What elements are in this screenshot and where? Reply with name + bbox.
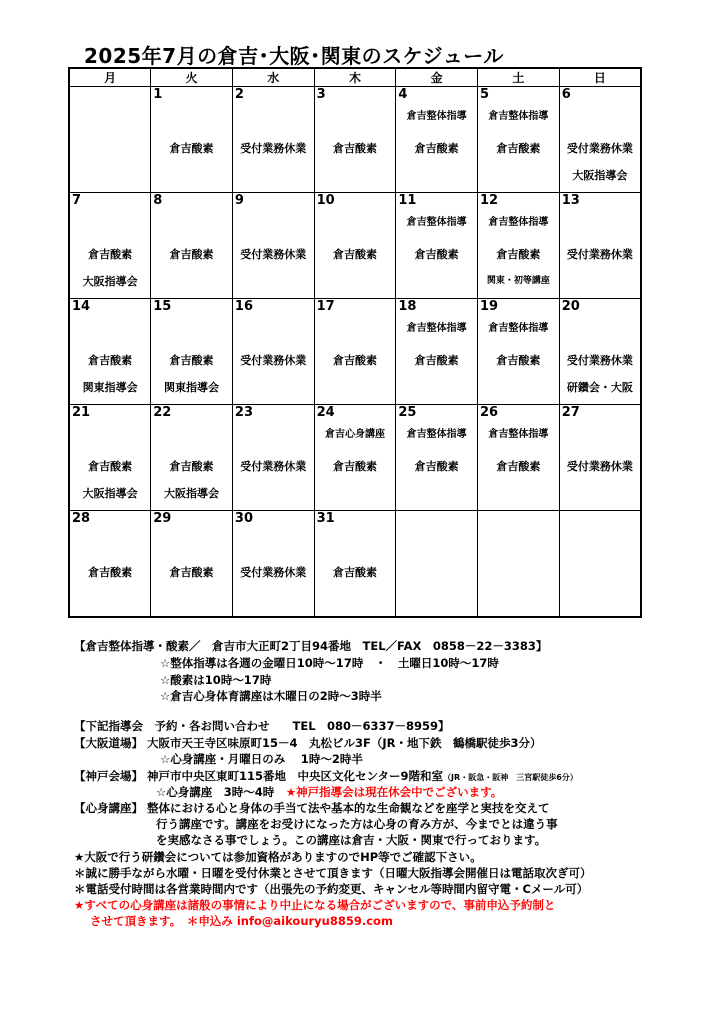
- calendar-day-cell: [396, 87, 478, 193]
- calendar-day-cell: [69, 193, 151, 299]
- event-line-1: 倉吉整体指導: [488, 323, 549, 334]
- calendar-day-cell: [151, 87, 233, 193]
- day-number: 10: [316, 193, 335, 208]
- day-number: 8: [153, 193, 163, 208]
- event-line-2: 受付業務休業: [240, 248, 307, 261]
- calendar-week-row: [69, 87, 641, 193]
- calendar-week-row: [69, 193, 641, 299]
- calendar-day-cell: [232, 299, 314, 405]
- kobe-address: 【神戸会場】 神戸市中央区東町115番地 中央区文化センター9階和室: [74, 769, 444, 783]
- day-number: 27: [561, 405, 580, 420]
- day-number: 14: [72, 299, 91, 314]
- day-number: 4: [398, 87, 408, 102]
- weekday-fri: 金: [396, 68, 478, 87]
- calendar-day-cell: [69, 299, 151, 405]
- event-line-3: 大阪指導会: [164, 487, 220, 500]
- day-number: 17: [316, 299, 335, 314]
- calendar-day-cell: [232, 405, 314, 511]
- day-number: 5: [480, 87, 490, 102]
- event-line-2: 倉吉酸素: [169, 142, 214, 155]
- weekday-header-row: [69, 68, 641, 87]
- calendar-day-cell: [478, 405, 560, 511]
- event-line-3: 研鑽会・大阪: [566, 381, 633, 394]
- calendar-day-cell: [232, 511, 314, 618]
- weekday-sat: 土: [478, 68, 560, 87]
- calendar-week-row: [69, 405, 641, 511]
- event-line-2: 倉吉酸素: [169, 248, 214, 261]
- calendar-day-cell: [478, 299, 560, 405]
- calendar-day-cell: [69, 405, 151, 511]
- event-line-2: 受付業務休業: [240, 142, 307, 155]
- calendar-day-cell: [559, 405, 641, 511]
- weekday-mon: 月: [69, 68, 151, 87]
- calendar-day-cell: [478, 87, 560, 193]
- event-line-2: 倉吉酸素: [332, 566, 377, 579]
- note-3: ＊電話受付時間は各営業時間内です（出張先の予約変更、キャンセル等時間内留守電・Cメール可）: [74, 882, 589, 896]
- event-line-2: 倉吉酸素: [169, 460, 214, 473]
- day-number: 31: [316, 511, 335, 526]
- kurayoshi-line-1: ☆整体指導は各週の金曜日10時～17時 ・ 土曜日10時～17時: [160, 656, 499, 670]
- day-number: 21: [72, 405, 91, 420]
- event-line-1: 倉吉整体指導: [406, 217, 467, 228]
- kobe-venue: [74, 768, 578, 784]
- event-line-3: 大阪指導会: [82, 487, 138, 500]
- day-number: 19: [480, 299, 499, 314]
- event-line-2: 倉吉酸素: [414, 142, 459, 155]
- day-number: 7: [72, 193, 82, 208]
- calendar-day-cell: [396, 193, 478, 299]
- event-line-2: 倉吉酸素: [332, 354, 377, 367]
- event-line-2: 倉吉酸素: [332, 142, 377, 155]
- weekday-tue: 火: [151, 68, 233, 87]
- calendar-day-cell: [151, 511, 233, 618]
- event-line-2: 倉吉酸素: [414, 354, 459, 367]
- note-4: ★すべての心身講座は諸般の事情により中止になる場合がございますので、事前申込予約制と: [74, 898, 556, 912]
- day-number: 16: [234, 299, 253, 314]
- note-2: ＊誠に勝手ながら水曜・日曜を受付休業とさせて頂きます（日曜大阪指導会開催日は電話取次ぎ可）: [74, 866, 592, 880]
- shinshin-line-1: 【心身講座】 整体における心と身体の手当て法や基本的な生命観などを座学と実技を交えて: [74, 801, 550, 815]
- event-line-1: 倉吉整体指導: [488, 429, 549, 440]
- event-line-2: 倉吉酸素: [496, 460, 541, 473]
- event-line-3: 関東指導会: [164, 381, 220, 394]
- day-number: 3: [316, 87, 326, 102]
- page-title: 2025年7月の倉吉･大阪･関東のスケジュール: [84, 44, 504, 68]
- weekday-sun: 日: [559, 68, 641, 87]
- event-line-2: 倉吉酸素: [496, 248, 541, 261]
- day-number: 29: [153, 511, 172, 526]
- event-line-3: 大阪指導会: [82, 275, 138, 288]
- osaka-sub: ☆心身講座・月曜日のみ 1時～2時半: [160, 752, 363, 766]
- event-line-2: 倉吉酸素: [332, 248, 377, 261]
- event-line-3: 関東指導会: [82, 381, 138, 394]
- event-line-3: 大阪指導会: [572, 169, 628, 182]
- event-line-2: 倉吉酸素: [496, 142, 541, 155]
- calendar-day-cell: [559, 87, 641, 193]
- day-number: 9: [234, 193, 244, 208]
- day-number: 22: [153, 405, 172, 420]
- day-number: 23: [234, 405, 253, 420]
- calendar-day-cell: [396, 511, 478, 618]
- calendar-day-cell: [314, 299, 396, 405]
- shinshin-line-3: を実感なさる事でしょう。この講座は倉吉・大阪・関東で行っております。: [156, 833, 547, 847]
- event-line-2: 受付業務休業: [566, 460, 633, 473]
- day-number: 12: [480, 193, 499, 208]
- day-number: 26: [480, 405, 499, 420]
- calendar-day-cell: [314, 511, 396, 618]
- event-line-2: 倉吉酸素: [169, 566, 214, 579]
- day-number: 30: [234, 511, 253, 526]
- calendar-day-cell: [151, 193, 233, 299]
- event-line-2: 受付業務休業: [240, 354, 307, 367]
- event-line-2: 受付業務休業: [566, 142, 633, 155]
- note-5-text: させて頂きます。: [90, 914, 176, 928]
- shinshin-line-2: 行う講座です。講座をお受けになった方は心身の育み方が、今までとは違う事: [156, 817, 558, 831]
- calendar-body: [69, 87, 641, 618]
- calendar-week-row: [69, 511, 641, 618]
- calendar-day-cell: [314, 87, 396, 193]
- event-line-1: 倉吉整体指導: [406, 111, 467, 122]
- kurayoshi-header: 【倉吉整体指導・酸素／ 倉吉市大正町2丁目94番地 TEL／FAX 0858－22－3383】: [74, 639, 548, 653]
- calendar-day-cell: [232, 193, 314, 299]
- note-1: ★大阪で行う研鑽会については参加資格がありますのでHP等でご確認下さい。: [74, 850, 482, 864]
- day-number: 24: [316, 405, 335, 420]
- kobe-access: （JR・阪急・阪神 三宮駅徒歩6分）: [443, 773, 578, 782]
- calendar-week-row: [69, 299, 641, 405]
- calendar-day-cell: [396, 299, 478, 405]
- event-line-2: 倉吉酸素: [169, 354, 214, 367]
- kurayoshi-line-2: ☆酸素は10時～17時: [160, 673, 272, 687]
- kobe-time: ☆心身講座 3時～4時: [156, 785, 286, 799]
- event-line-2: 受付業務休業: [240, 460, 307, 473]
- event-line-1: 倉吉整体指導: [488, 217, 549, 228]
- schedule-calendar: [68, 67, 642, 618]
- contact-line: 【下記指導会 予約・各お問い合わせ TEL 080－6337－8959】: [74, 719, 450, 733]
- osaka-venue: 【大阪道場】 大阪市天王寺区味原町15－4 丸松ビル3F（JR・地下鉄 鶴橋駅徒歩3分）: [74, 736, 542, 750]
- event-line-1: 倉吉心身講座: [324, 429, 385, 440]
- event-line-2: 受付業務休業: [566, 248, 633, 261]
- calendar-day-cell: [314, 405, 396, 511]
- calendar-day-cell: [69, 511, 151, 618]
- day-number: 1: [153, 87, 163, 102]
- event-line-1: 倉吉整体指導: [406, 429, 467, 440]
- event-line-2: 倉吉酸素: [414, 248, 459, 261]
- kurayoshi-line-3: ☆倉吉心身体育講座は木曜日の2時～3時半: [160, 689, 382, 703]
- calendar-day-cell: [559, 193, 641, 299]
- event-line-2: 倉吉酸素: [414, 460, 459, 473]
- kobe-sub: [156, 784, 502, 800]
- calendar-day-cell: [396, 405, 478, 511]
- event-line-3: 関東・初等講座: [486, 276, 550, 286]
- calendar-day-cell: [151, 405, 233, 511]
- event-line-2: 倉吉酸素: [88, 460, 133, 473]
- weekday-thu: 木: [314, 68, 396, 87]
- event-line-2: 倉吉酸素: [332, 460, 377, 473]
- event-line-1: 倉吉整体指導: [406, 323, 467, 334]
- note-5: [90, 913, 393, 929]
- day-number: 13: [561, 193, 580, 208]
- weekday-wed: 水: [232, 68, 314, 87]
- day-number: 6: [561, 87, 571, 102]
- event-line-2: 倉吉酸素: [88, 248, 133, 261]
- calendar-day-cell: [559, 511, 641, 618]
- day-number: 15: [153, 299, 172, 314]
- day-number: 18: [398, 299, 417, 314]
- event-line-2: 受付業務休業: [240, 566, 307, 579]
- calendar-day-cell: [232, 87, 314, 193]
- day-number: 20: [561, 299, 580, 314]
- event-line-1: 倉吉整体指導: [488, 111, 549, 122]
- event-line-2: 倉吉酸素: [88, 354, 133, 367]
- day-number: 2: [234, 87, 244, 102]
- calendar-day-cell: [559, 299, 641, 405]
- event-line-2: 倉吉酸素: [496, 354, 541, 367]
- calendar-day-cell: [314, 193, 396, 299]
- event-line-2: 倉吉酸素: [88, 566, 133, 579]
- kobe-notice: ★神戸指導会は現在休会中でございます。: [285, 785, 503, 799]
- event-line-2: 受付業務休業: [566, 354, 633, 367]
- day-number: 28: [72, 511, 91, 526]
- note-5-mail: ＊申込み info@aikouryu8859.com: [186, 914, 393, 928]
- calendar-day-cell: [478, 511, 560, 618]
- calendar-day-cell: [478, 193, 560, 299]
- day-number: 25: [398, 405, 417, 420]
- calendar-day-cell: [151, 299, 233, 405]
- day-number: 11: [398, 193, 417, 208]
- calendar-day-cell: [69, 87, 151, 193]
